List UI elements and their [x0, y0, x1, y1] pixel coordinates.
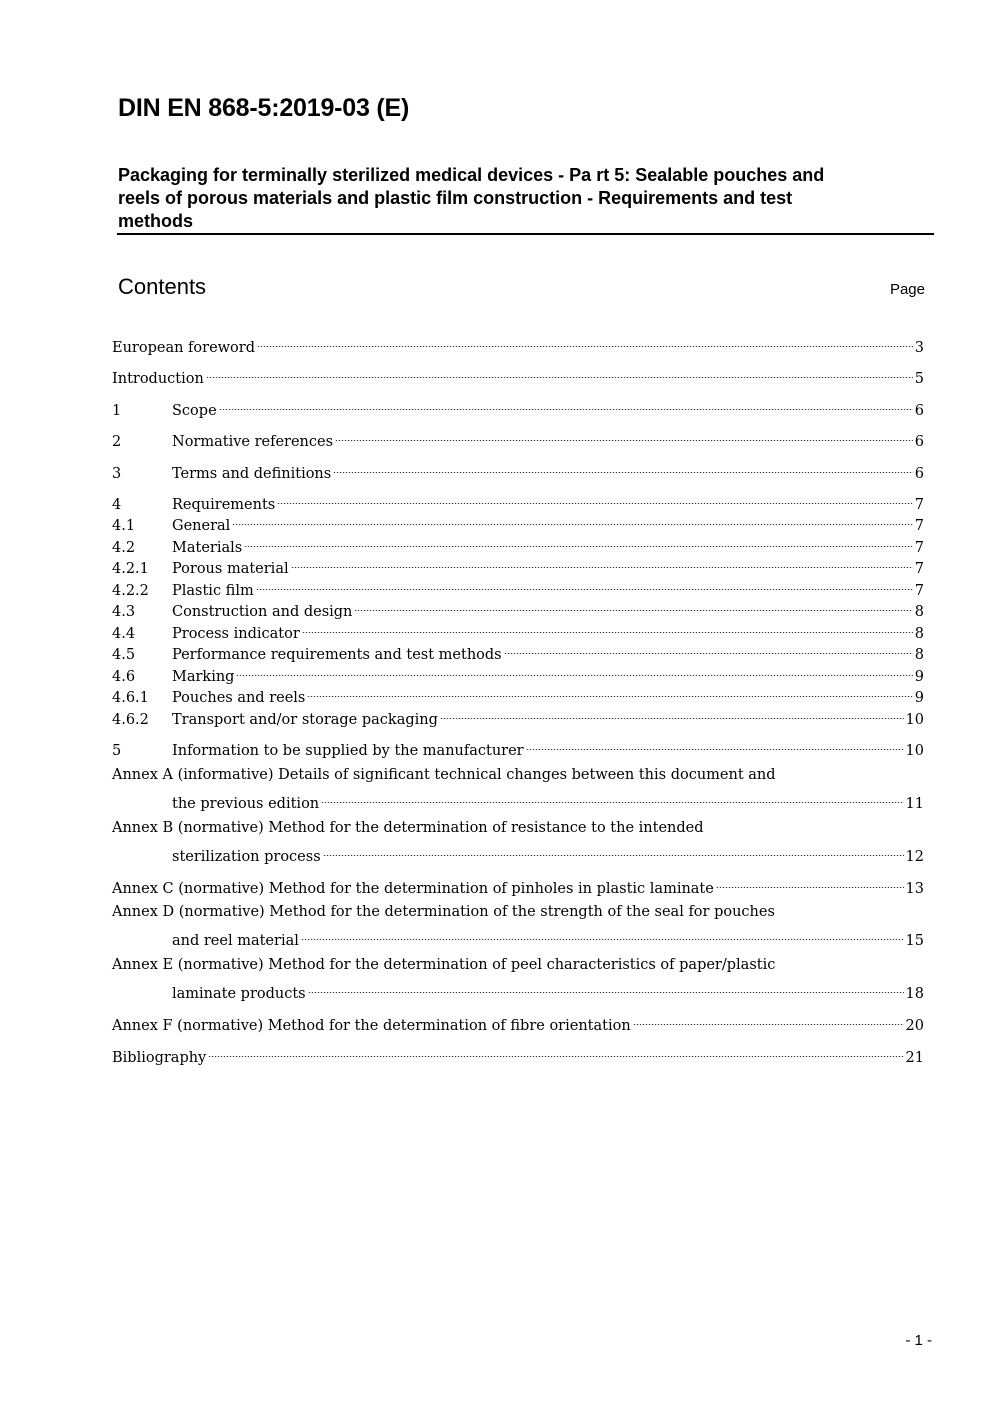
toc-entry-page: 10 — [905, 711, 924, 728]
toc-entry-page: 12 — [905, 849, 924, 865]
toc-entry-title: Requirements — [172, 496, 276, 513]
toc-entry-number: 4.6 — [112, 668, 136, 685]
title-rule — [117, 233, 934, 235]
toc-entry[interactable] — [112, 1040, 924, 1066]
toc-entry-title: Annex B (normative) Method for the determination of resistance to the intended — [112, 820, 704, 836]
dot-leader — [323, 840, 904, 862]
dot-leader — [633, 1008, 904, 1030]
toc-entry-page: 15 — [905, 933, 924, 949]
toc-entry-title: Information to be supplied by the manufacturer — [172, 742, 524, 759]
toc-entry-page: 5 — [914, 370, 924, 387]
toc-entry-title: Introduction — [112, 370, 204, 387]
toc-entry-title: Plastic film — [172, 582, 254, 599]
dot-leader — [277, 487, 913, 509]
toc-entry-number: 4.5 — [112, 646, 136, 663]
toc-entry-title: Scope — [172, 402, 217, 419]
dot-leader — [321, 787, 903, 809]
toc-entry-page: 7 — [914, 582, 924, 599]
toc-entry-page: 7 — [914, 539, 924, 556]
toc-entry[interactable] — [112, 871, 924, 897]
toc-entry-title: Performance requirements and test methods — [172, 646, 502, 663]
title-line: methods — [118, 211, 194, 231]
dot-leader — [354, 594, 912, 616]
dot-leader — [333, 456, 913, 478]
dot-leader — [232, 508, 912, 530]
toc-entry-number: 4 — [112, 496, 122, 513]
dot-leader — [236, 659, 912, 681]
toc-entry-number: 5 — [112, 742, 122, 759]
toc-entry-page: 8 — [914, 603, 924, 620]
toc-entry[interactable] — [112, 702, 924, 728]
toc-entry[interactable] — [112, 330, 924, 356]
toc-entry[interactable] — [112, 508, 924, 534]
dot-leader — [308, 977, 904, 999]
dot-leader — [244, 530, 913, 552]
toc-entry-title: Terms and definitions — [172, 465, 332, 482]
dot-leader — [307, 680, 912, 702]
toc-entry-title: General — [172, 517, 231, 534]
toc-entry-title: Annex C (normative) Method for the determination of pinholes in plastic laminate — [112, 880, 714, 897]
toc-entry-page: 9 — [914, 668, 924, 685]
toc-entry-number: 2 — [112, 433, 122, 450]
toc-entry-title: European foreword — [112, 339, 256, 356]
toc-entry[interactable] — [112, 456, 924, 482]
toc-entry-page: 6 — [914, 402, 924, 419]
dot-leader — [504, 637, 913, 659]
toc-entry[interactable] — [112, 616, 924, 642]
page-column-heading: Page — [889, 281, 925, 298]
toc-entry[interactable] — [112, 955, 924, 1002]
toc-entry-page: 7 — [914, 496, 924, 513]
toc-entry-title: Materials — [172, 539, 243, 556]
dot-leader — [208, 1040, 903, 1062]
toc-entry-page: 8 — [914, 625, 924, 642]
toc-entry[interactable] — [112, 680, 924, 706]
toc-entry-title: Annex D (normative) Method for the determination of the strength of the seal for pouches — [112, 904, 775, 920]
toc-entry-number: 4.6.2 — [112, 711, 149, 728]
toc-entry-title-continued: sterilization process — [172, 849, 321, 865]
toc-entry-page: 20 — [905, 1017, 924, 1034]
toc-entry-number: 4.4 — [112, 625, 136, 642]
dot-leader — [301, 924, 904, 946]
toc-entry[interactable] — [112, 530, 924, 556]
toc-entry-number: 4.2 — [112, 539, 136, 556]
toc-entry-title: Annex F (normative) Method for the determination of fibre orientation — [112, 1017, 631, 1034]
toc-entry[interactable] — [112, 818, 924, 865]
toc-entry-number: 4.3 — [112, 603, 136, 620]
toc-entry-page: 13 — [905, 880, 924, 897]
toc-entry-title: Bibliography — [112, 1049, 207, 1066]
dot-leader — [526, 733, 904, 755]
toc-entry[interactable] — [112, 361, 924, 387]
toc-entry-page: 21 — [905, 1049, 924, 1066]
toc-entry-page: 8 — [914, 646, 924, 663]
toc-entry-title: Normative references — [172, 433, 334, 450]
toc-entry-title: Porous material — [172, 560, 289, 577]
toc-entry[interactable] — [112, 551, 924, 577]
toc-entry-page: 7 — [914, 517, 924, 534]
toc-entry-page: 7 — [914, 560, 924, 577]
toc-entry[interactable] — [112, 424, 924, 450]
toc-entry-title: Annex A (informative) Details of significant technical changes between this document and — [112, 767, 776, 783]
toc-entry-page: 6 — [914, 465, 924, 482]
toc-entry[interactable] — [112, 393, 924, 419]
dot-leader — [440, 702, 904, 724]
toc-entry[interactable] — [112, 487, 924, 513]
toc-entry[interactable] — [112, 637, 924, 663]
dot-leader — [291, 551, 913, 573]
toc-entry[interactable] — [112, 573, 924, 599]
toc-entry-title: Marking — [172, 668, 235, 685]
toc-entry-page: 9 — [914, 689, 924, 706]
toc-entry-title-continued: and reel material — [172, 933, 299, 949]
toc-entry-number: 4.6.1 — [112, 689, 149, 706]
document-id: DIN EN 868-5:2019-03 (E) — [118, 94, 410, 122]
toc-entry-number: 4.1 — [112, 517, 136, 534]
dot-leader — [335, 424, 913, 446]
dot-leader — [256, 573, 913, 595]
contents-heading: Contents — [118, 274, 207, 299]
dot-leader — [206, 361, 913, 383]
dot-leader — [302, 616, 913, 638]
toc-entry[interactable] — [112, 902, 924, 949]
toc-entry[interactable] — [112, 765, 924, 812]
title-line: Packaging for terminally sterilized medical devices - Pa rt 5: Sealable pouches and — [118, 165, 825, 185]
toc-entry-title: Process indicator — [172, 625, 300, 642]
page-number: - 1 - — [905, 1332, 932, 1349]
toc-entry[interactable] — [112, 1008, 924, 1034]
dot-leader — [716, 871, 904, 893]
toc-entry-page: 6 — [914, 433, 924, 450]
toc-entry-title-continued: the previous edition — [172, 796, 320, 812]
toc-entry-title-continued: laminate products — [172, 986, 306, 1002]
toc-entry-page: 18 — [905, 986, 924, 1002]
toc-entry-title: Transport and/or storage packaging — [172, 711, 438, 728]
toc-entry-page: 11 — [905, 796, 924, 812]
dot-leader — [219, 393, 913, 415]
toc-entry-title: Annex E (normative) Method for the determination of peel characteristics of paper/plastic — [112, 957, 776, 973]
toc-entry-title: Construction and design — [172, 603, 353, 620]
document-title — [118, 164, 918, 233]
dot-leader — [257, 330, 913, 352]
toc-entry-number: 3 — [112, 465, 122, 482]
toc-entry[interactable] — [112, 659, 924, 685]
toc-entry-number: 4.2.2 — [112, 582, 149, 599]
toc-entry-number: 1 — [112, 402, 122, 419]
toc-entry-title: Pouches and reels — [172, 689, 306, 706]
toc-entry[interactable] — [112, 733, 924, 759]
toc-entry-number: 4.2.1 — [112, 560, 149, 577]
toc-entry-page: 10 — [905, 742, 924, 759]
toc-entry-page: 3 — [914, 339, 924, 356]
toc-entry[interactable] — [112, 594, 924, 620]
title-line: reels of porous materials and plastic film construction - Requirements and test — [118, 188, 793, 208]
